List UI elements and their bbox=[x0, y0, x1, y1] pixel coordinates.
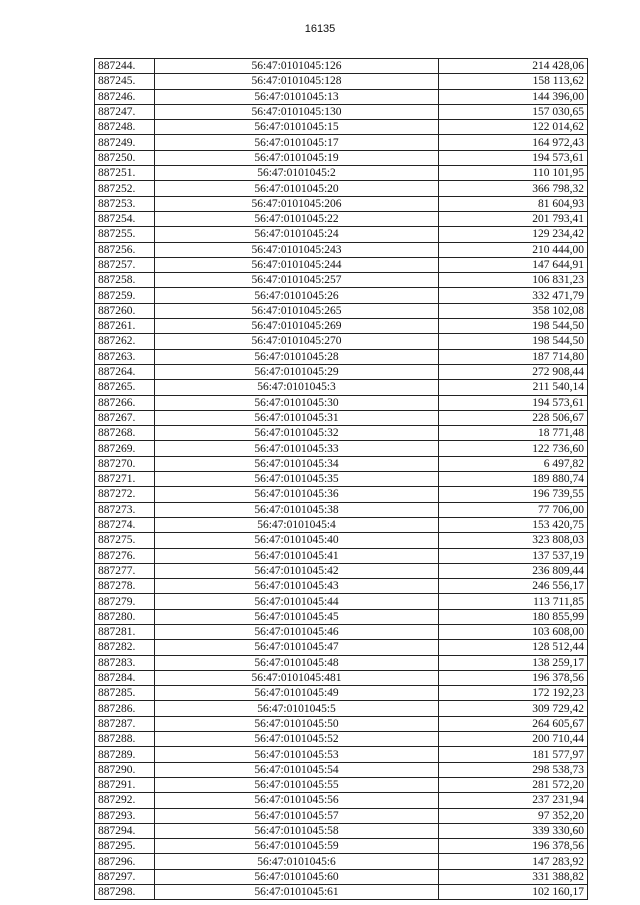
cadastral-number-cell: 56:47:0101045:34 bbox=[155, 456, 439, 471]
cadastral-value-cell: 198 544,50 bbox=[439, 334, 588, 349]
row-number-cell: 887283. bbox=[95, 655, 155, 670]
row-number-cell: 887247. bbox=[95, 104, 155, 119]
row-number-cell: 887267. bbox=[95, 410, 155, 425]
cadastral-number-cell: 56:47:0101045:46 bbox=[155, 624, 439, 639]
row-number-cell: 887281. bbox=[95, 624, 155, 639]
table-row bbox=[95, 227, 588, 242]
cadastral-number-cell: 56:47:0101045:60 bbox=[155, 869, 439, 884]
table-row bbox=[95, 655, 588, 670]
cadastral-number-cell: 56:47:0101045:58 bbox=[155, 823, 439, 838]
page-number: 16135 bbox=[304, 23, 336, 35]
cadastral-value-cell: 128 512,44 bbox=[439, 640, 588, 655]
table-row bbox=[95, 517, 588, 532]
cadastral-number-cell: 56:47:0101045:4 bbox=[155, 517, 439, 532]
cadastral-value-cell: 189 880,74 bbox=[439, 472, 588, 487]
table-row bbox=[95, 808, 588, 823]
cadastral-number-cell: 56:47:0101045:55 bbox=[155, 777, 439, 792]
table-row bbox=[95, 533, 588, 548]
cadastral-value-cell: 200 710,44 bbox=[439, 732, 588, 747]
cadastral-value-cell: 339 330,60 bbox=[439, 823, 588, 838]
table-row bbox=[95, 150, 588, 165]
cadastral-value-cell: 196 378,56 bbox=[439, 670, 588, 685]
cadastral-number-cell: 56:47:0101045:36 bbox=[155, 487, 439, 502]
table-row bbox=[95, 319, 588, 334]
cadastral-value-cell: 196 378,56 bbox=[439, 839, 588, 854]
cadastral-number-cell: 56:47:0101045:206 bbox=[155, 196, 439, 211]
cadastral-value-cell: 147 644,91 bbox=[439, 257, 588, 272]
row-number-cell: 887259. bbox=[95, 288, 155, 303]
table-row bbox=[95, 395, 588, 410]
cadastral-number-cell: 56:47:0101045:43 bbox=[155, 579, 439, 594]
cadastral-value-cell: 246 556,17 bbox=[439, 579, 588, 594]
cadastral-number-cell: 56:47:0101045:130 bbox=[155, 104, 439, 119]
table-row bbox=[95, 273, 588, 288]
cadastral-number-cell: 56:47:0101045:30 bbox=[155, 395, 439, 410]
cadastral-number-cell: 56:47:0101045:13 bbox=[155, 89, 439, 104]
row-number-cell: 887291. bbox=[95, 777, 155, 792]
row-number-cell: 887285. bbox=[95, 686, 155, 701]
cadastral-number-cell: 56:47:0101045:61 bbox=[155, 885, 439, 900]
row-number-cell: 887271. bbox=[95, 472, 155, 487]
cadastral-number-cell: 56:47:0101045:29 bbox=[155, 364, 439, 379]
cadastral-number-cell: 56:47:0101045:20 bbox=[155, 181, 439, 196]
cadastral-value-cell: 236 809,44 bbox=[439, 563, 588, 578]
cadastral-value-cell: 81 604,93 bbox=[439, 196, 588, 211]
cadastral-value-cell: 77 706,00 bbox=[439, 502, 588, 517]
table-row bbox=[95, 303, 588, 318]
table-row bbox=[95, 579, 588, 594]
cadastral-value-cell: 172 192,23 bbox=[439, 686, 588, 701]
row-number-cell: 887255. bbox=[95, 227, 155, 242]
table-row bbox=[95, 487, 588, 502]
table-row bbox=[95, 349, 588, 364]
cadastral-value-cell: 122 014,62 bbox=[439, 120, 588, 135]
row-number-cell: 887258. bbox=[95, 273, 155, 288]
row-number-cell: 887278. bbox=[95, 579, 155, 594]
table-row bbox=[95, 472, 588, 487]
row-number-cell: 887265. bbox=[95, 380, 155, 395]
row-number-cell: 887273. bbox=[95, 502, 155, 517]
cadastral-value-cell: 281 572,20 bbox=[439, 777, 588, 792]
table-row bbox=[95, 74, 588, 89]
table-row bbox=[95, 135, 588, 150]
cadastral-number-cell: 56:47:0101045:24 bbox=[155, 227, 439, 242]
cadastral-value-cell: 147 283,92 bbox=[439, 854, 588, 869]
table-row bbox=[95, 380, 588, 395]
row-number-cell: 887251. bbox=[95, 166, 155, 181]
cadastral-number-cell: 56:47:0101045:481 bbox=[155, 670, 439, 685]
cadastral-number-cell: 56:47:0101045:47 bbox=[155, 640, 439, 655]
row-number-cell: 887277. bbox=[95, 563, 155, 578]
table-row bbox=[95, 410, 588, 425]
table-row bbox=[95, 701, 588, 716]
cadastral-number-cell: 56:47:0101045:126 bbox=[155, 59, 439, 74]
cadastral-value-cell: 272 908,44 bbox=[439, 364, 588, 379]
row-number-cell: 887270. bbox=[95, 456, 155, 471]
table-row bbox=[95, 288, 588, 303]
row-number-cell: 887294. bbox=[95, 823, 155, 838]
cadastral-number-cell: 56:47:0101045:42 bbox=[155, 563, 439, 578]
cadastral-value-cell: 264 605,67 bbox=[439, 716, 588, 731]
cadastral-number-cell: 56:47:0101045:48 bbox=[155, 655, 439, 670]
row-number-cell: 887269. bbox=[95, 441, 155, 456]
table-row bbox=[95, 242, 588, 257]
table-row bbox=[95, 426, 588, 441]
table-row bbox=[95, 747, 588, 762]
row-number-cell: 887280. bbox=[95, 609, 155, 624]
cadastral-number-cell: 56:47:0101045:54 bbox=[155, 762, 439, 777]
cadastral-number-cell: 56:47:0101045:53 bbox=[155, 747, 439, 762]
row-number-cell: 887296. bbox=[95, 854, 155, 869]
cadastral-number-cell: 56:47:0101045:57 bbox=[155, 808, 439, 823]
row-number-cell: 887256. bbox=[95, 242, 155, 257]
cadastral-value-cell: 366 798,32 bbox=[439, 181, 588, 196]
table-row bbox=[95, 854, 588, 869]
cadastral-number-cell: 56:47:0101045:26 bbox=[155, 288, 439, 303]
cadastral-number-cell: 56:47:0101045:3 bbox=[155, 380, 439, 395]
cadastral-value-cell: 129 234,42 bbox=[439, 227, 588, 242]
cadastral-value-cell: 103 608,00 bbox=[439, 624, 588, 639]
table-row bbox=[95, 762, 588, 777]
cadastral-value-cell: 158 113,62 bbox=[439, 74, 588, 89]
table-row bbox=[95, 548, 588, 563]
cadastral-value-cell: 198 544,50 bbox=[439, 319, 588, 334]
table-row bbox=[95, 257, 588, 272]
row-number-cell: 887245. bbox=[95, 74, 155, 89]
row-number-cell: 887257. bbox=[95, 257, 155, 272]
cadastral-number-cell: 56:47:0101045:45 bbox=[155, 609, 439, 624]
table-row bbox=[95, 166, 588, 181]
table-row bbox=[95, 869, 588, 884]
cadastral-number-cell: 56:47:0101045:128 bbox=[155, 74, 439, 89]
row-number-cell: 887249. bbox=[95, 135, 155, 150]
table-row bbox=[95, 716, 588, 731]
table-row bbox=[95, 441, 588, 456]
cadastral-value-cell: 194 573,61 bbox=[439, 150, 588, 165]
row-number-cell: 887244. bbox=[95, 59, 155, 74]
row-number-cell: 887284. bbox=[95, 670, 155, 685]
cadastral-value-cell: 110 101,95 bbox=[439, 166, 588, 181]
cadastral-number-cell: 56:47:0101045:265 bbox=[155, 303, 439, 318]
table-row bbox=[95, 732, 588, 747]
cadastral-value-cell: 113 711,85 bbox=[439, 594, 588, 609]
table-row bbox=[95, 196, 588, 211]
cadastral-number-cell: 56:47:0101045:19 bbox=[155, 150, 439, 165]
table-row bbox=[95, 181, 588, 196]
cadastral-value-cell: 144 396,00 bbox=[439, 89, 588, 104]
cadastral-number-cell: 56:47:0101045:40 bbox=[155, 533, 439, 548]
table-row bbox=[95, 609, 588, 624]
cadastral-value-cell: 137 537,19 bbox=[439, 548, 588, 563]
row-number-cell: 887264. bbox=[95, 364, 155, 379]
table-row bbox=[95, 839, 588, 854]
table-body bbox=[95, 59, 588, 900]
row-number-cell: 887272. bbox=[95, 487, 155, 502]
table-row bbox=[95, 211, 588, 226]
cadastral-number-cell: 56:47:0101045:56 bbox=[155, 793, 439, 808]
cadastral-value-cell: 97 352,20 bbox=[439, 808, 588, 823]
cadastral-number-cell: 56:47:0101045:15 bbox=[155, 120, 439, 135]
cadastral-number-cell: 56:47:0101045:28 bbox=[155, 349, 439, 364]
cadastral-value-cell: 214 428,06 bbox=[439, 59, 588, 74]
cadastral-number-cell: 56:47:0101045:6 bbox=[155, 854, 439, 869]
row-number-cell: 887274. bbox=[95, 517, 155, 532]
cadastral-value-cell: 187 714,80 bbox=[439, 349, 588, 364]
table-row bbox=[95, 120, 588, 135]
table-row bbox=[95, 670, 588, 685]
cadastral-value-cell: 210 444,00 bbox=[439, 242, 588, 257]
cadastral-value-cell: 196 739,55 bbox=[439, 487, 588, 502]
cadastral-value-cell: 106 831,23 bbox=[439, 273, 588, 288]
row-number-cell: 887282. bbox=[95, 640, 155, 655]
table-row bbox=[95, 334, 588, 349]
row-number-cell: 887263. bbox=[95, 349, 155, 364]
table-row bbox=[95, 456, 588, 471]
row-number-cell: 887292. bbox=[95, 793, 155, 808]
table-row bbox=[95, 885, 588, 900]
row-number-cell: 887252. bbox=[95, 181, 155, 196]
row-number-cell: 887298. bbox=[95, 885, 155, 900]
row-number-cell: 887266. bbox=[95, 395, 155, 410]
cadastral-number-cell: 56:47:0101045:52 bbox=[155, 732, 439, 747]
cadastral-value-cell: 157 030,65 bbox=[439, 104, 588, 119]
cadastral-number-cell: 56:47:0101045:44 bbox=[155, 594, 439, 609]
cadastral-number-cell: 56:47:0101045:270 bbox=[155, 334, 439, 349]
table-row bbox=[95, 640, 588, 655]
row-number-cell: 887248. bbox=[95, 120, 155, 135]
row-number-cell: 887279. bbox=[95, 594, 155, 609]
cadastral-value-cell: 153 420,75 bbox=[439, 517, 588, 532]
table-row bbox=[95, 823, 588, 838]
table-row bbox=[95, 777, 588, 792]
cadastral-value-cell: 181 577,97 bbox=[439, 747, 588, 762]
row-number-cell: 887290. bbox=[95, 762, 155, 777]
row-number-cell: 887260. bbox=[95, 303, 155, 318]
table-row bbox=[95, 624, 588, 639]
cadastral-value-cell: 298 538,73 bbox=[439, 762, 588, 777]
cadastral-number-cell: 56:47:0101045:244 bbox=[155, 257, 439, 272]
cadastral-value-cell: 309 729,42 bbox=[439, 701, 588, 716]
row-number-cell: 887295. bbox=[95, 839, 155, 854]
table-row bbox=[95, 563, 588, 578]
cadastral-value-cell: 358 102,08 bbox=[439, 303, 588, 318]
cadastral-number-cell: 56:47:0101045:17 bbox=[155, 135, 439, 150]
table-row bbox=[95, 104, 588, 119]
row-number-cell: 887288. bbox=[95, 732, 155, 747]
row-number-cell: 887293. bbox=[95, 808, 155, 823]
row-number-cell: 887275. bbox=[95, 533, 155, 548]
cadastral-value-cell: 138 259,17 bbox=[439, 655, 588, 670]
cadastral-number-cell: 56:47:0101045:269 bbox=[155, 319, 439, 334]
row-number-cell: 887268. bbox=[95, 426, 155, 441]
row-number-cell: 887246. bbox=[95, 89, 155, 104]
row-number-cell: 887253. bbox=[95, 196, 155, 211]
cadastral-number-cell: 56:47:0101045:257 bbox=[155, 273, 439, 288]
row-number-cell: 887286. bbox=[95, 701, 155, 716]
row-number-cell: 887250. bbox=[95, 150, 155, 165]
cadastral-number-cell: 56:47:0101045:22 bbox=[155, 211, 439, 226]
table-row bbox=[95, 502, 588, 517]
cadastral-value-cell: 323 808,03 bbox=[439, 533, 588, 548]
row-number-cell: 887262. bbox=[95, 334, 155, 349]
cadastral-value-cell: 228 506,67 bbox=[439, 410, 588, 425]
row-number-cell: 887289. bbox=[95, 747, 155, 762]
cadastral-number-cell: 56:47:0101045:38 bbox=[155, 502, 439, 517]
cadastral-number-cell: 56:47:0101045:33 bbox=[155, 441, 439, 456]
cadastral-value-cell: 201 793,41 bbox=[439, 211, 588, 226]
table-row bbox=[95, 793, 588, 808]
cadastral-number-cell: 56:47:0101045:32 bbox=[155, 426, 439, 441]
cadastral-number-cell: 56:47:0101045:50 bbox=[155, 716, 439, 731]
cadastral-value-cell: 211 540,14 bbox=[439, 380, 588, 395]
table-row bbox=[95, 59, 588, 74]
cadastral-number-cell: 56:47:0101045:59 bbox=[155, 839, 439, 854]
cadastral-value-table bbox=[94, 58, 588, 900]
table-row bbox=[95, 89, 588, 104]
row-number-cell: 887254. bbox=[95, 211, 155, 226]
cadastral-number-cell: 56:47:0101045:35 bbox=[155, 472, 439, 487]
table-row bbox=[95, 594, 588, 609]
cadastral-value-cell: 6 497,82 bbox=[439, 456, 588, 471]
cadastral-value-cell: 331 388,82 bbox=[439, 869, 588, 884]
row-number-cell: 887287. bbox=[95, 716, 155, 731]
cadastral-value-cell: 332 471,79 bbox=[439, 288, 588, 303]
table-row bbox=[95, 686, 588, 701]
row-number-cell: 887276. bbox=[95, 548, 155, 563]
cadastral-number-cell: 56:47:0101045:31 bbox=[155, 410, 439, 425]
cadastral-value-cell: 237 231,94 bbox=[439, 793, 588, 808]
cadastral-value-cell: 18 771,48 bbox=[439, 426, 588, 441]
table-row bbox=[95, 364, 588, 379]
cadastral-value-cell: 180 855,99 bbox=[439, 609, 588, 624]
cadastral-number-cell: 56:47:0101045:2 bbox=[155, 166, 439, 181]
cadastral-number-cell: 56:47:0101045:243 bbox=[155, 242, 439, 257]
cadastral-number-cell: 56:47:0101045:5 bbox=[155, 701, 439, 716]
row-number-cell: 887297. bbox=[95, 869, 155, 884]
cadastral-number-cell: 56:47:0101045:41 bbox=[155, 548, 439, 563]
cadastral-value-cell: 102 160,17 bbox=[439, 885, 588, 900]
row-number-cell: 887261. bbox=[95, 319, 155, 334]
cadastral-value-cell: 194 573,61 bbox=[439, 395, 588, 410]
cadastral-value-cell: 122 736,60 bbox=[439, 441, 588, 456]
cadastral-value-cell: 164 972,43 bbox=[439, 135, 588, 150]
cadastral-number-cell: 56:47:0101045:49 bbox=[155, 686, 439, 701]
